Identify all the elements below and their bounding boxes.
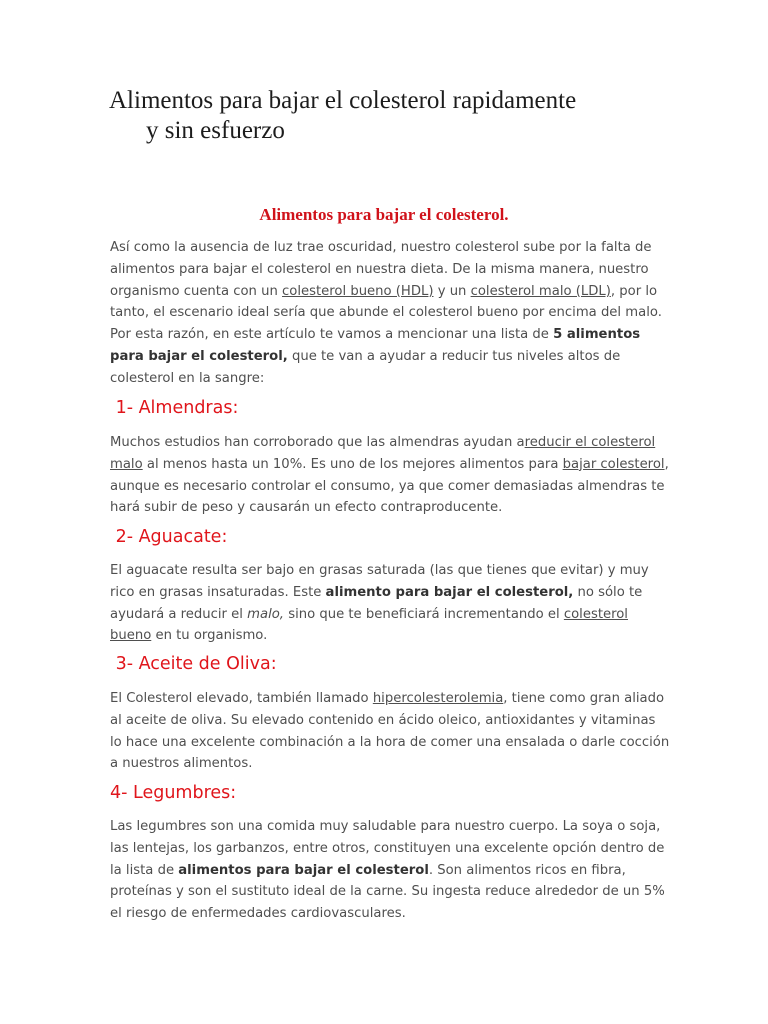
paragraph-text: no sólo te ayudará a reducir el [110,584,643,622]
heading-almendras: 1- Almendras: [110,398,239,418]
intro-text: , por lo tanto, el escenario ideal sería que abunde el colesterol bueno por encima del malo. Por esta razón, en este artículo te vamos a mencionar una lista de [110,283,662,343]
paragraph-text: El Colesterol elevado, también llamado [110,691,373,706]
paragraph-text: Las legumbres son una comida muy saludable para nuestro cuerpo. La soya o soja, las lentejas, los garbanzos, entre otros, constituyen una excelente opción dentro de la lista de [110,819,665,878]
paragraph-text: El aguacate resulta ser bajo en grasas saturada (las que tienes que evitar) y muy rico en grasas insaturadas. Este [110,563,649,600]
link-bajar-colesterol[interactable]: bajar colesterol [562,456,665,472]
paragraph-aceite-de-oliva [110,688,670,775]
link-colesterol-malo[interactable]: colesterol malo (LDL) [470,283,611,299]
intro-bold: 5 alimentos para bajar el colesterol, [110,327,641,364]
heading-aceite-de-oliva: 3- Aceite de Oliva: [110,654,277,674]
paragraph-bold: alimentos para bajar el colesterol [178,862,429,878]
paragraph-italic: malo, [247,606,284,622]
heading-legumbres: 4- Legumbres: [110,783,237,803]
link-reducir-colesterol[interactable]: reducir el colesterol malo [110,435,656,472]
link-colesterol-bueno-2[interactable]: colesterol bueno [110,606,628,644]
title-line-2: y sin esfuerzo [146,117,285,144]
heading-aguacate: 2- Aguacate: [110,527,228,547]
link-hipercolesterolemia[interactable]: hipercolesterolemia [372,691,504,706]
intro-paragraph [110,237,670,390]
intro-text: que te van a ayudar a reducir tus niveles altos de colesterol en la sangre: [110,348,621,386]
page-title [109,86,689,146]
paragraph-bold: alimento para bajar el colesterol, [325,584,574,600]
intro-text: y un [433,283,471,299]
paragraph-text: , aunque es necesario controlar el consumo, ya que comer demasiadas almendras te hará subir de peso y causarán un efecto contraproducente. [110,456,669,516]
paragraph-almendras [110,432,670,519]
link-colesterol-bueno[interactable]: colesterol bueno (HDL) [282,283,434,299]
paragraph-text: Muchos estudios han corroborado que las almendras ayudan a [110,435,525,450]
paragraph-text: sino que te beneficiará incrementando el [284,606,564,622]
paragraph-text: , tiene como gran aliado al aceite de oliva. Su elevado contenido en ácido oleico, antioxidantes y vitaminas lo hace una excelente combinación a la hora de comer una ensalada o darle cocción a nuestros alimentos. [110,691,670,772]
paragraph-text: . Son alimentos ricos en fibra, proteínas y son el sustituto ideal de la carne. Su ingesta reduce alrededor de un 5% el riesgo de enfermedades cardiovasculares. [110,862,665,922]
paragraph-text: en tu organismo. [151,628,268,644]
intro-text: Así como la ausencia de luz trae oscuridad, nuestro colesterol sube por la falta de alimentos para bajar el colesterol en nuestra dieta. De la misma manera, nuestro organismo cuenta con un [110,240,652,299]
paragraph-aguacate [110,560,670,647]
paragraph-legumbres [110,816,670,925]
title-line-1: Alimentos para bajar el colesterol rapidamente [109,87,577,114]
paragraph-text: al menos hasta un 10%. Es uno de los mejores alimentos para [142,456,563,472]
section-subtitle: Alimentos para bajar el colesterol. [259,205,509,224]
